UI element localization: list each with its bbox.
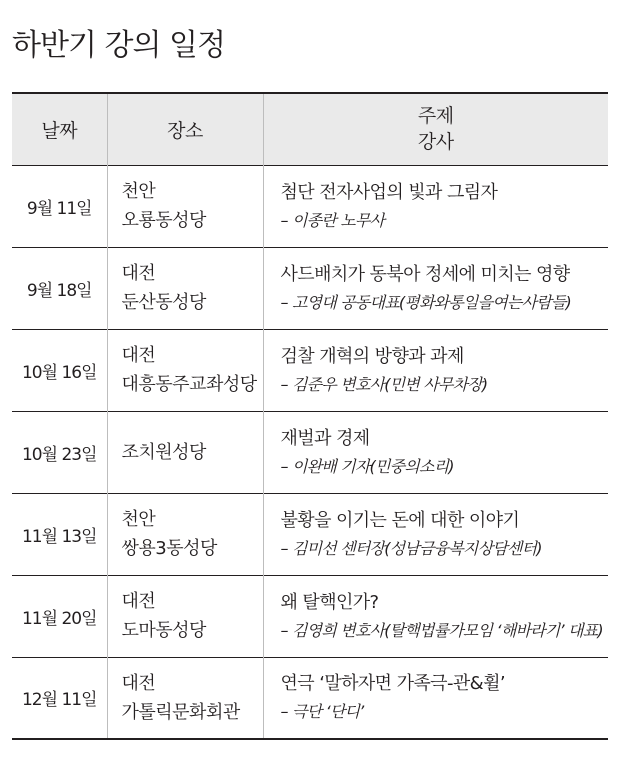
lecture-speaker: – 김준우 변호사(민변 사무차장) bbox=[280, 374, 488, 394]
lecture-speaker: – 김미선 센터장(성남금융복지상담센터) bbox=[280, 538, 542, 558]
place-cell bbox=[107, 411, 263, 493]
place-cell bbox=[107, 329, 263, 411]
place-cell bbox=[107, 575, 263, 657]
date-cell: 9월 11일 bbox=[12, 165, 107, 247]
lecture-topic: 첨단 전자사업의 빛과 그림자 bbox=[280, 181, 498, 203]
topic-cell bbox=[263, 165, 608, 247]
place-city: 대전 bbox=[121, 263, 156, 284]
topic-cell bbox=[263, 411, 608, 493]
table-row bbox=[12, 493, 608, 575]
place-cell bbox=[107, 493, 263, 575]
table-body bbox=[12, 165, 608, 739]
place-city: 대전 bbox=[121, 672, 156, 694]
place-venue: 오룡동성당 bbox=[121, 210, 206, 231]
topic-cell bbox=[263, 657, 608, 739]
header-row bbox=[12, 93, 608, 165]
page-title: 하반기 강의 일정 bbox=[12, 28, 225, 63]
table-row bbox=[12, 329, 608, 411]
lecture-topic: 연극 ‘말하자면 가족극-관&휠’ bbox=[280, 673, 505, 695]
header-date: 날짜 bbox=[41, 119, 78, 142]
place-city: 천안 bbox=[121, 181, 156, 202]
lecture-topic: 재벌과 경제 bbox=[280, 427, 370, 449]
table-row bbox=[12, 411, 608, 493]
header-speaker-label: 강사 bbox=[417, 131, 454, 154]
topic-cell bbox=[263, 247, 608, 329]
lecture-speaker: – 이종란 노무사 bbox=[280, 210, 385, 230]
place-venue: 도마동성당 bbox=[121, 620, 206, 641]
topic-cell bbox=[263, 575, 608, 657]
place-cell bbox=[107, 165, 263, 247]
date-cell: 10월 23일 bbox=[12, 411, 107, 493]
date-cell: 9월 18일 bbox=[12, 247, 107, 329]
date-cell: 12월 11일 bbox=[12, 657, 107, 739]
header-place: 장소 bbox=[107, 93, 263, 165]
lecture-speaker: – 김영희 변호사(탈핵법률가모임 ‘해바라기’ 대표) bbox=[280, 620, 603, 640]
table-row bbox=[12, 657, 608, 739]
lecture-topic: 왜 탈핵인가? bbox=[280, 591, 379, 613]
place-cell bbox=[107, 657, 263, 739]
place-venue: 둔산동성당 bbox=[121, 292, 206, 313]
lecture-speaker: – 극단 ‘단디’ bbox=[280, 702, 364, 722]
place-venue: 대흥동주교좌성당 bbox=[121, 374, 257, 395]
header-topic-label: 주제 bbox=[417, 105, 454, 128]
schedule-table bbox=[12, 92, 608, 740]
lecture-topic: 검찰 개혁의 방향과 과제 bbox=[280, 345, 464, 367]
table-row bbox=[12, 575, 608, 657]
lecture-speaker: – 이완배 기자(민중의소리) bbox=[280, 456, 454, 476]
place-venue: 쌍용3동성당 bbox=[121, 538, 217, 559]
date-cell: 11월 13일 bbox=[12, 493, 107, 575]
header-topic bbox=[263, 93, 608, 165]
place-venue: 가톨릭문화회관 bbox=[121, 701, 240, 723]
lecture-topic: 사드배치가 동북아 정세에 미치는 영향 bbox=[280, 263, 570, 285]
table-row bbox=[12, 247, 608, 329]
topic-cell bbox=[263, 493, 608, 575]
place-city: 천안 bbox=[121, 509, 156, 530]
table-header bbox=[12, 93, 608, 165]
lecture-speaker: – 고영대 공동대표(평화와통일을여는사람들) bbox=[280, 292, 571, 312]
place-city: 대전 bbox=[121, 591, 156, 612]
place-city: 대전 bbox=[121, 345, 156, 366]
date-cell: 11월 20일 bbox=[12, 575, 107, 657]
place-venue: 조치원성당 bbox=[121, 441, 206, 463]
table-row bbox=[12, 165, 608, 247]
topic-cell bbox=[263, 329, 608, 411]
place-cell bbox=[107, 247, 263, 329]
lecture-topic: 불황을 이기는 돈에 대한 이야기 bbox=[280, 509, 520, 531]
date-cell: 10월 16일 bbox=[12, 329, 107, 411]
